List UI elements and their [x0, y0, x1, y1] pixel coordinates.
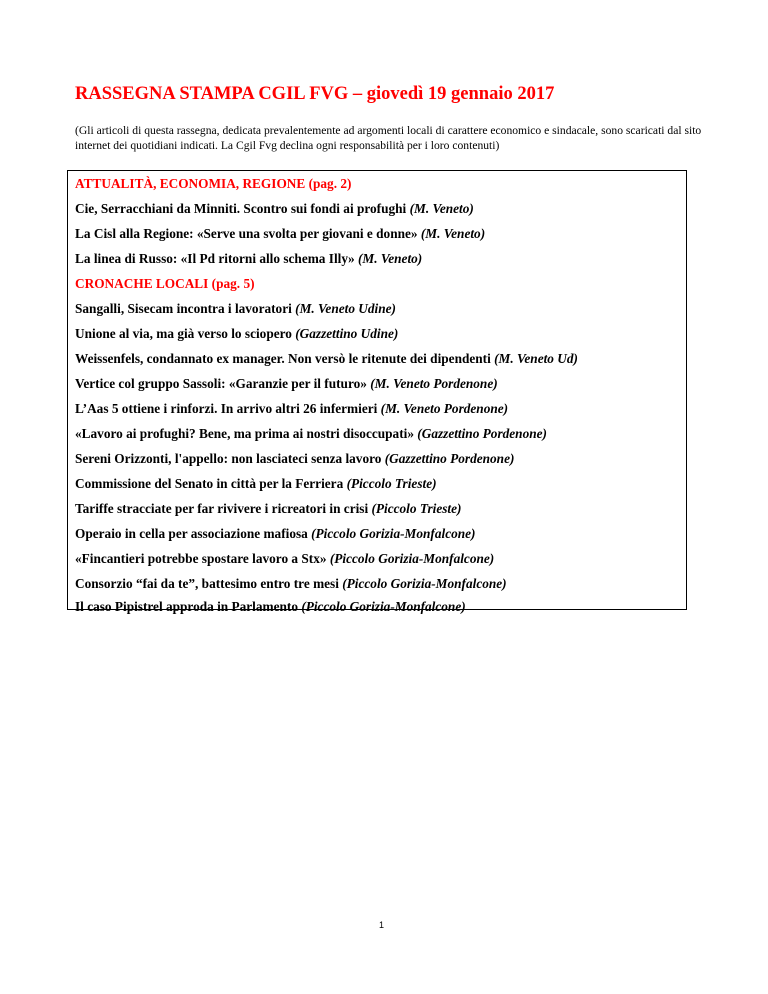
article-title: Weissenfels, condannato ex manager. Non versò le ritenute dei dipendenti — [75, 351, 495, 366]
article-source: (M. Veneto Udine) — [295, 301, 396, 316]
article-link[interactable] — [75, 301, 396, 317]
article-source: (M. Veneto Pordenone) — [380, 401, 509, 416]
article-source: (Gazzettino Udine) — [295, 326, 399, 341]
section-heading-attualita[interactable] — [75, 176, 351, 192]
article-source: (M. Veneto) — [409, 201, 474, 216]
article-title: Sereni Orizzonti, l'appello: non lasciateci senza lavoro — [75, 451, 385, 466]
article-link[interactable] — [75, 551, 494, 567]
article-source: (Piccolo Gorizia-Monfalcone) — [329, 551, 495, 566]
article-source: (Piccolo Gorizia-Monfalcone) — [311, 526, 476, 541]
article-source: (M. Veneto) — [357, 251, 423, 266]
article-source: (Piccolo Trieste) — [371, 501, 462, 516]
article-link[interactable] — [75, 326, 398, 342]
article-title: Vertice col gruppo Sassoli: «Garanzie per il futuro» — [75, 376, 371, 391]
article-title: Operaio in cella per associazione mafiosa — [75, 526, 312, 541]
article-source: (M. Veneto) — [420, 226, 486, 241]
article-source: (M. Veneto Pordenone) — [370, 376, 498, 391]
article-source: (Piccolo Trieste) — [346, 476, 437, 491]
section-heading-cronache-locali[interactable] — [75, 276, 255, 292]
article-source: (Gazzettino Pordenone) — [384, 451, 515, 466]
article-title: L’Aas 5 ottiene i rinforzi. In arrivo altri 26 infermieri — [75, 401, 381, 416]
article-source: (Piccolo Gorizia-Monfalcone) — [301, 599, 466, 614]
disclaimer-text: (Gli articoli di questa rassegna, dedicata prevalentemente ad argomenti locali di carattere economico e sindacale, sono scaricati dal sito internet dei quotidiani indicati. La Cgil Fvg declina ogni responsabilità per i loro contenuti) — [75, 124, 702, 152]
article-link[interactable] — [75, 476, 437, 492]
article-title: La Cisl alla Regione: «Serve una svolta per giovani e donne» — [75, 226, 421, 241]
article-title: Unione al via, ma già verso lo sciopero — [75, 326, 296, 341]
section-heading-label: CRONACHE LOCALI (pag. 5) — [75, 276, 255, 291]
article-link[interactable] — [75, 426, 547, 442]
article-link[interactable] — [75, 226, 485, 242]
page-number: 1 — [379, 920, 385, 930]
table-of-contents — [67, 170, 687, 614]
article-title: Cie, Serracchiani da Minniti. Scontro sui fondi ai profughi — [75, 201, 410, 216]
article-link[interactable] — [75, 576, 507, 592]
article-link[interactable] — [75, 599, 466, 615]
article-title: Commissione del Senato in città per la Ferriera — [75, 476, 347, 491]
article-title: Sangalli, Sisecam incontra i lavoratori — [75, 301, 296, 316]
page-title: RASSEGNA STAMPA CGIL FVG – giovedì 19 gennaio 2017 — [75, 84, 555, 104]
article-title: Il caso Pipistrel approda in Parlamento — [75, 599, 302, 614]
article-title: Tariffe stracciate per far rivivere i ricreatori in crisi — [75, 501, 372, 516]
article-source: (Gazzettino Pordenone) — [417, 426, 547, 441]
article-title: Consorzio “fai da te”, battesimo entro tre mesi — [75, 576, 343, 591]
article-title: «Lavoro ai profughi? Bene, ma prima ai nostri disoccupati» — [75, 426, 418, 441]
article-link[interactable] — [75, 376, 498, 392]
section-heading-label: ATTUALITÀ, ECONOMIA, REGIONE (pag. 2) — [75, 176, 352, 191]
article-source: (Piccolo Gorizia-Monfalcone) — [342, 576, 507, 591]
article-link[interactable] — [75, 401, 508, 417]
article-link[interactable] — [75, 251, 422, 267]
article-source: (M. Veneto Ud) — [494, 351, 578, 366]
article-title: «Fincantieri potrebbe spostare lavoro a Stx» — [75, 551, 330, 566]
article-link[interactable] — [75, 501, 461, 517]
article-link[interactable] — [75, 201, 474, 217]
article-link[interactable] — [75, 526, 475, 542]
article-link[interactable] — [75, 351, 578, 367]
article-link[interactable] — [75, 451, 514, 467]
article-title: La linea di Russo: «Il Pd ritorni allo schema Illy» — [75, 251, 358, 266]
